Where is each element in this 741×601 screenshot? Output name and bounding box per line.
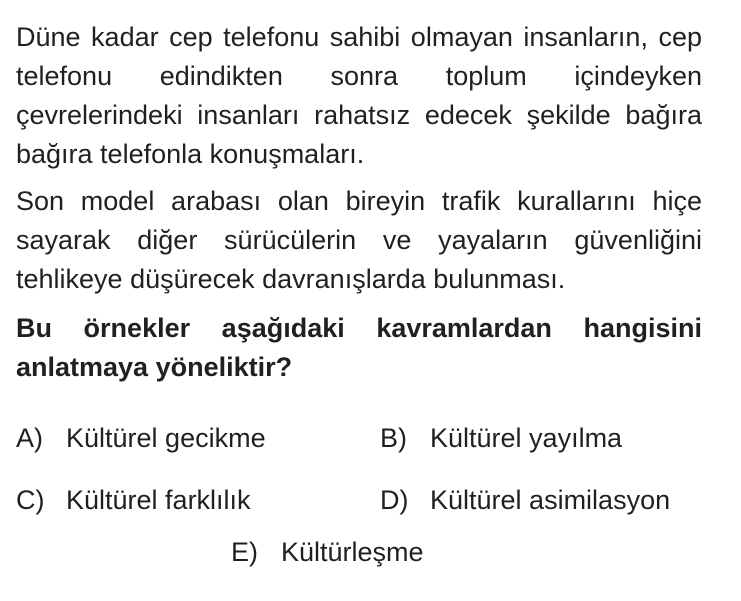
option-a[interactable] [16, 421, 266, 455]
example-paragraph-2: Son model arabası olan bireyin trafik kurallarını hiçe sayarak diğer sürücülerin ve yayaların güvenliğini tehlikeye düşürecek davranışlarda bulunması. [16, 186, 702, 294]
option-d[interactable] [380, 483, 670, 517]
answer-options [16, 0, 716, 601]
option-letter: B) [380, 423, 407, 453]
option-text: Kültürel farklılık [66, 485, 251, 515]
option-letter: C) [16, 485, 45, 515]
question-stem: Bu örnekler aşağıdaki kavramlardan hangisini anlatmaya yöneliktir? [16, 313, 702, 382]
option-b[interactable] [380, 421, 622, 455]
option-letter: A) [16, 423, 43, 453]
option-c[interactable] [16, 483, 251, 517]
option-e[interactable] [231, 535, 424, 569]
example-paragraph-1: Düne kadar cep telefonu sahibi olmayan insanların, cep telefonu edindikten sonra toplum içindeyken çevrelerindeki insanları rahatsız edecek şekilde bağıra bağıra telefonla konuşmaları. [16, 22, 702, 169]
option-text: Kültürel gecikme [66, 423, 266, 453]
option-letter: D) [380, 485, 409, 515]
option-text: Kültürleşme [281, 537, 424, 567]
option-letter: E) [231, 537, 258, 567]
option-text: Kültürel asimilasyon [430, 485, 671, 515]
option-text: Kültürel yayılma [430, 423, 623, 453]
